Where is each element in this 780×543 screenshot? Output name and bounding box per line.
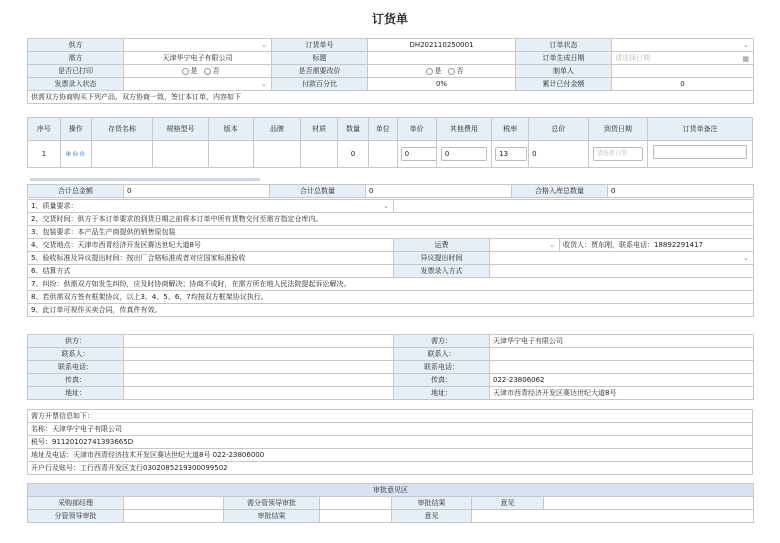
chevron-down-icon: ⌄ xyxy=(383,202,389,210)
party-label: 传真： xyxy=(394,374,490,387)
header-label: 发票录入状态 xyxy=(28,78,124,91)
opinion-field[interactable] xyxy=(544,497,754,510)
header-value[interactable]: 请选择日期 ▦ xyxy=(612,52,754,65)
column-header: 品牌 xyxy=(253,118,300,141)
party-label: 供方： xyxy=(28,335,124,348)
supplier-field[interactable] xyxy=(124,348,394,361)
header-label: 是否已打印 xyxy=(28,65,124,78)
objection-time-label: 异议提出时间 xyxy=(394,252,490,265)
row-op-buttons[interactable]: ⊕⊖⊝ xyxy=(60,141,91,168)
party-label: 联系人： xyxy=(28,348,124,361)
opinion-label: 意见 xyxy=(472,497,544,510)
header-label: 付款百分比 xyxy=(272,78,368,91)
supplier-field[interactable] xyxy=(124,335,394,348)
chevron-down-icon: ⌄ xyxy=(261,41,267,49)
approval-section-title: 审批意见区 xyxy=(28,484,754,497)
invoice-address: 地址及电话：天津市西青经济技术开发区赛达世纪大道8号 022-23806000 xyxy=(28,449,753,462)
item-name-cell[interactable] xyxy=(91,141,153,168)
receiver-info: 收货人：贾东刚，联系电话：18892291417 xyxy=(560,239,754,252)
radio-icon[interactable] xyxy=(182,68,189,75)
chevron-down-icon: ⌄ xyxy=(261,80,267,88)
radio-label: 否 xyxy=(212,67,220,75)
header-value: 0 xyxy=(612,78,754,91)
radio-icon[interactable] xyxy=(204,68,211,75)
items-table xyxy=(27,117,753,168)
item-qty: 0 xyxy=(338,141,369,168)
header-label: 累计已付金额 xyxy=(516,78,612,91)
header-value: 天津华宁电子有限公司 xyxy=(124,52,272,65)
term-dispute: 7、纠纷：供需双方如发生纠纷，应及时协商解决；协商不成时，在需方所在地人民法院提起诉讼解决。 xyxy=(28,278,754,291)
header-label: 订单生成日期 xyxy=(516,52,612,65)
item-version-cell[interactable] xyxy=(208,141,253,168)
header-label: 供方 xyxy=(28,39,124,52)
term-acceptance: 5、验收标准及异议提出时间：按出厂合格标准或者对应国家标准验收 xyxy=(28,252,394,265)
other-fee-input[interactable]: 0 xyxy=(441,147,487,161)
opinion-field-2[interactable] xyxy=(472,510,754,523)
column-header: 其他费用 xyxy=(436,118,491,141)
total-label: 合格入库总数量 xyxy=(512,185,608,198)
quality-requirement[interactable]: 1、质量要求： ⌄ xyxy=(28,200,394,213)
header-label: 标题 xyxy=(272,52,368,65)
party-label: 传真： xyxy=(28,374,124,387)
total-value: 0 xyxy=(366,185,512,198)
term-delivery-place: 4、交货地点：天津市西青经济开发区赛达世纪大道8号 xyxy=(28,239,394,252)
purchase-manager-label: 采购部经理 xyxy=(28,497,124,510)
total-value: 0 xyxy=(124,185,270,198)
radio-icon[interactable] xyxy=(448,68,455,75)
item-material-cell[interactable] xyxy=(301,141,338,168)
supplier-field[interactable] xyxy=(124,387,394,400)
header-label: 制单人 xyxy=(516,65,612,78)
horizontal-scrollbar[interactable] xyxy=(30,178,260,181)
term-settlement: 6、结算方式 xyxy=(28,265,394,278)
review-result-label: 审批结果 xyxy=(392,497,472,510)
chevron-down-icon: ⌄ xyxy=(549,241,555,249)
column-header: 存货名称 xyxy=(91,118,153,141)
header-value: DH202110250001 xyxy=(368,39,516,52)
column-header: 到货日期 xyxy=(588,118,648,141)
invoice-name: 名称：天津华宁电子有限公司 xyxy=(28,423,753,436)
invoice-entry-label: 发票录入方式 xyxy=(394,265,490,278)
total-value: 0 xyxy=(608,185,754,198)
item-row xyxy=(28,141,753,168)
column-header: 版本 xyxy=(208,118,253,141)
invoice-heading: 需方开票信息如下： xyxy=(28,410,753,423)
order-header-table xyxy=(27,38,754,104)
column-header: 单价 xyxy=(397,118,436,141)
buyer-field: 天津市西青经济开发区赛达世纪大道8号 xyxy=(490,387,754,400)
supplier-field[interactable] xyxy=(124,361,394,374)
header-label: 是否需要改价 xyxy=(272,65,368,78)
header-label: 订货单号 xyxy=(272,39,368,52)
column-header: 序号 xyxy=(28,118,61,141)
item-seq: 1 xyxy=(28,141,61,168)
column-header: 单位 xyxy=(368,118,397,141)
chevron-down-icon: ⌄ xyxy=(743,41,749,49)
item-brand-cell[interactable] xyxy=(253,141,300,168)
leader-review-field[interactable] xyxy=(320,497,392,510)
totals-table xyxy=(27,184,754,198)
total-label: 合计总数量 xyxy=(270,185,366,198)
buyer-field: 022-23806062 xyxy=(490,374,754,387)
page-title: 订货单 xyxy=(371,12,408,26)
buyer-field xyxy=(490,361,754,374)
freight-select[interactable] xyxy=(490,239,560,252)
column-header: 税率 xyxy=(492,118,529,141)
column-header: 总价 xyxy=(529,118,589,141)
agreement-notice: 供需双方协商购买下列产品，双方协商一致，签订本订单，内容如下 xyxy=(28,91,754,104)
item-remark-input[interactable] xyxy=(653,145,747,159)
header-value[interactable] xyxy=(124,39,272,52)
radio-label: 否 xyxy=(456,67,464,75)
division-leader-field[interactable] xyxy=(124,510,224,523)
purchase-manager-field[interactable] xyxy=(124,497,224,510)
buyer-field: 天津华宁电子有限公司 xyxy=(490,335,754,348)
calendar-icon: ▦ xyxy=(742,55,749,63)
item-unit-cell[interactable] xyxy=(368,141,397,168)
tax-rate-input[interactable]: 13 xyxy=(495,147,527,161)
division-leader-label: 分管领导审批 xyxy=(28,510,124,523)
term-delivery-time: 2、交货时间：供方于本订单要求的到货日期之前将本订单中所有货物交付至需方指定仓库内。 xyxy=(28,213,754,226)
opinion-label-2: 意见 xyxy=(392,510,472,523)
column-header: 操作 xyxy=(60,118,91,141)
review-result-field-2[interactable] xyxy=(320,510,392,523)
term-packaging: 3、包装要求：本产品生产商提供的销售原包装 xyxy=(28,226,754,239)
header-value: 0% xyxy=(368,78,516,91)
freight-label: 运费 xyxy=(394,239,490,252)
arrival-date-input[interactable]: 请选择日期 xyxy=(593,147,643,161)
approval-table xyxy=(27,483,754,523)
party-label: 需方： xyxy=(394,335,490,348)
header-value[interactable] xyxy=(124,78,272,91)
header-label: 订单状态 xyxy=(516,39,612,52)
column-header: 规格型号 xyxy=(153,118,208,141)
term-contract: 9、此订单可视作买卖合同，传真件有效。 xyxy=(28,304,754,317)
header-label: 需方 xyxy=(28,52,124,65)
invoice-bank: 开户行及账号：工行西青开发区支行0302085219300099502 xyxy=(28,462,753,475)
radio-group[interactable] xyxy=(368,65,516,78)
party-label: 联系电话： xyxy=(28,361,124,374)
column-header: 数量 xyxy=(338,118,369,141)
buyer-field xyxy=(490,348,754,361)
supplier-field[interactable] xyxy=(124,374,394,387)
party-label: 地址： xyxy=(394,387,490,400)
radio-label: 是 xyxy=(190,67,198,75)
party-label: 联系电话： xyxy=(394,361,490,374)
column-header: 材质 xyxy=(301,118,338,141)
review-result-label-2: 审批结果 xyxy=(224,510,320,523)
item-total: 0 xyxy=(529,141,589,168)
parties-table xyxy=(27,334,754,400)
item-spec-cell[interactable] xyxy=(153,141,208,168)
party-label: 地址： xyxy=(28,387,124,400)
objection-time-select[interactable] xyxy=(490,252,754,265)
header-value xyxy=(612,65,754,78)
radio-label: 是 xyxy=(434,67,442,75)
terms-table xyxy=(27,199,754,317)
header-value[interactable] xyxy=(612,39,754,52)
radio-icon[interactable] xyxy=(426,68,433,75)
column-header: 订货单备注 xyxy=(648,118,753,141)
term-framework: 8、若供需双方签有框架协议，以上3、4、5、6、7均按双方框架协议执行。 xyxy=(28,291,754,304)
unit-price-input[interactable]: 0 xyxy=(401,147,437,161)
radio-group[interactable] xyxy=(124,65,272,78)
invoice-tax-id: 税号：91120102741393665D xyxy=(28,436,753,449)
total-label: 合计总金额 xyxy=(28,185,124,198)
invoice-info-table xyxy=(27,409,753,475)
leader-review-label: 需分管领导审批 xyxy=(224,497,320,510)
invoice-entry-field[interactable] xyxy=(490,265,754,278)
chevron-down-icon: ⌄ xyxy=(743,254,750,262)
header-value xyxy=(368,52,516,65)
party-label: 联系人： xyxy=(394,348,490,361)
